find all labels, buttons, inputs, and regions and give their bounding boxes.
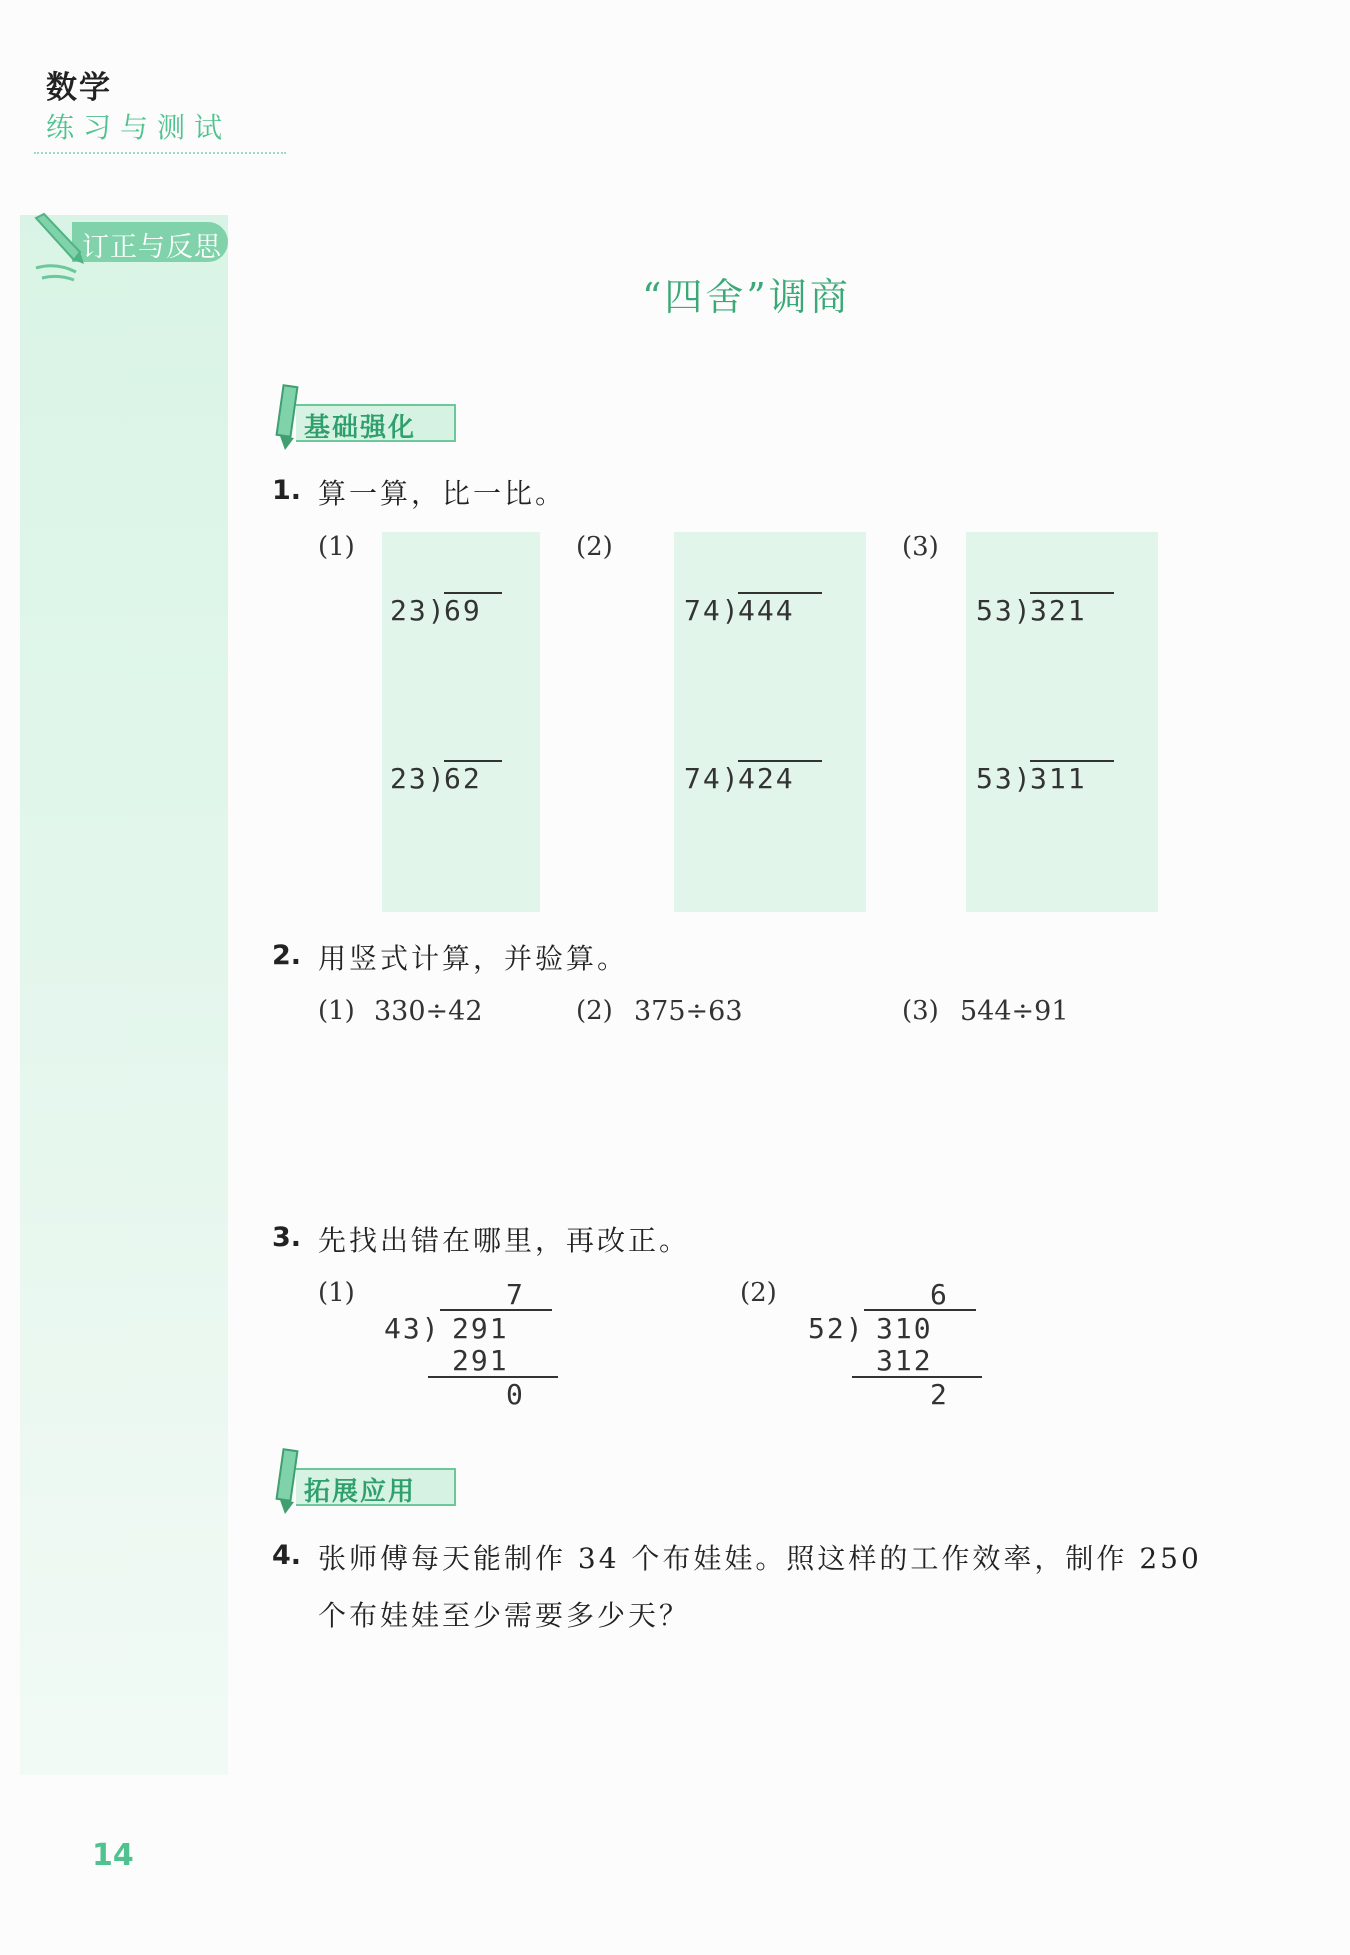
work-area — [674, 532, 866, 912]
book-title: 数学 — [46, 70, 112, 106]
dividend: 311 — [1030, 762, 1087, 795]
divisor: 74) — [684, 762, 741, 795]
division-bar — [440, 1309, 552, 1311]
question-number: 4. — [272, 1540, 302, 1571]
subtraction-line — [852, 1376, 982, 1378]
correction-sidebar — [20, 215, 228, 1775]
question-text: 算一算，比一比。 — [318, 477, 567, 510]
divisor: 43) — [384, 1312, 441, 1345]
product: 291 — [452, 1344, 509, 1377]
product: 312 — [876, 1344, 933, 1377]
remainder: 0 — [506, 1378, 525, 1411]
dividend: 321 — [1030, 594, 1087, 627]
division-bar — [864, 1309, 976, 1311]
sub-question-label: (1) — [318, 1278, 355, 1308]
divisor: 23) — [390, 762, 447, 795]
quotient: 6 — [930, 1278, 949, 1311]
lesson-title: “四舍”调商 — [642, 275, 851, 319]
header-divider — [34, 152, 286, 154]
divisor: 52) — [808, 1312, 865, 1345]
question-number: 2. — [272, 940, 302, 971]
sub-question-label: (1) — [318, 532, 355, 562]
sidebar-label: 订正与反思 — [82, 232, 222, 263]
question-text: 用竖式计算，并验算。 — [318, 942, 629, 975]
dividend: 310 — [876, 1312, 933, 1345]
question-number: 1. — [272, 475, 302, 506]
question-text: 先找出错在哪里，再改正。 — [318, 1224, 691, 1257]
work-area — [966, 532, 1158, 912]
sub-question-label: (3) — [902, 996, 939, 1026]
work-area — [382, 532, 540, 912]
divisor: 53) — [976, 594, 1033, 627]
question-number: 3. — [272, 1222, 302, 1253]
subtraction-line — [428, 1376, 558, 1378]
remainder: 2 — [930, 1378, 949, 1411]
division-expression: 544÷91 — [960, 996, 1069, 1027]
pencil-icon — [28, 212, 90, 284]
section-title-basic: 基础强化 — [304, 413, 417, 443]
divisor: 23) — [390, 594, 447, 627]
divisor: 74) — [684, 594, 741, 627]
sub-question-label: (2) — [576, 532, 613, 562]
question-text: 张师傅每天能制作 34 个布娃娃。照这样的工作效率，制作 250 — [318, 1542, 1202, 1575]
quotient: 7 — [506, 1278, 525, 1311]
page-number: 14 — [92, 1838, 134, 1873]
question-text-continued: 个布娃娃至少需要多少天？ — [318, 1599, 691, 1632]
dividend: 62 — [444, 762, 482, 795]
dividend: 444 — [738, 594, 795, 627]
divisor: 53) — [976, 762, 1033, 795]
sub-question-label: (1) — [318, 996, 355, 1026]
division-expression: 330÷42 — [374, 996, 483, 1027]
sub-question-label: (3) — [902, 532, 939, 562]
dividend: 69 — [444, 594, 482, 627]
dividend: 424 — [738, 762, 795, 795]
book-subtitle: 练习与测试 — [46, 111, 232, 144]
dividend: 291 — [452, 1312, 509, 1345]
section-title-extend: 拓展应用 — [304, 1477, 417, 1507]
division-expression: 375÷63 — [634, 996, 743, 1027]
sub-question-label: (2) — [576, 996, 613, 1026]
sub-question-label: (2) — [740, 1278, 777, 1308]
